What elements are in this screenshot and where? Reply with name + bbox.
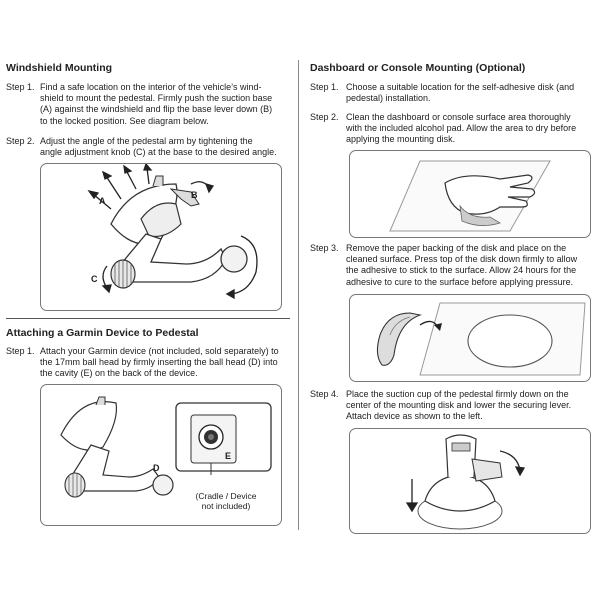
- adjustment-knob-illustration: [111, 260, 135, 288]
- label-c: C: [91, 274, 98, 284]
- dashboard-step-1: [310, 82, 598, 106]
- step-number: Step 3.: [310, 243, 339, 253]
- step-line: (A) against the windshield and flip the base lever down (B): [40, 104, 273, 115]
- label-a: A: [99, 196, 106, 206]
- dashboard-step-3: [310, 243, 598, 289]
- paper-backing-illustration: [377, 313, 420, 365]
- dashboard-mounting-heading: Dashboard or Console Mounting (Optional): [310, 62, 526, 74]
- step-line: Adjust the angle of the pedestal arm by tightening the: [40, 136, 253, 146]
- device-back-illustration: [176, 403, 271, 475]
- step-line: Attach your Garmin device (not included, sold separately) to: [40, 346, 279, 356]
- device-attach-diagram: [40, 384, 282, 526]
- suction-on-disk-diagram: [349, 428, 591, 534]
- step-line: Attach device as shown to the left.: [346, 411, 483, 422]
- step-line: Place the suction cup of the pedestal firmly down on the: [346, 389, 569, 399]
- step-number: Step 1.: [6, 346, 35, 356]
- step-number: Step 2.: [310, 112, 339, 122]
- label-e: E: [225, 451, 232, 461]
- step-line: center of the mounting disk and lower the securing lever.: [346, 400, 572, 411]
- dashboard-step-4: [310, 389, 598, 423]
- step-line: the cavity (E) on the back of the device.: [40, 368, 198, 379]
- windshield-step-2: [6, 136, 296, 160]
- step-line: adhesive to cure to the surface before applying pressure.: [346, 276, 574, 287]
- step-line: Choose a suitable location for the self-adhesive disk (and: [346, 82, 575, 92]
- step-line: pedestal) installation.: [346, 93, 431, 104]
- step-line: shield to mount the pedestal. Firmly push the suction base: [40, 93, 273, 104]
- step-line: applying the mounting disk.: [346, 134, 456, 145]
- step-number: Step 4.: [310, 389, 339, 399]
- windshield-mounting-heading: Windshield Mounting: [6, 62, 113, 74]
- step-line: the adhesive to stick to the surface. Allow 24 hours for the: [346, 265, 577, 276]
- step-line: Clean the dashboard or console surface area thoroughly: [346, 112, 571, 122]
- cleaning-diagram: [349, 150, 591, 238]
- attach-step-1: [6, 346, 296, 380]
- step-line: Remove the paper backing of the disk and place on the: [346, 243, 567, 253]
- disk-placement-diagram: [349, 294, 591, 382]
- step-line: to the locked position. See diagram below.: [40, 115, 209, 126]
- step-line: the 17mm ball head by firmly inserting the ball head (D) into: [40, 357, 278, 368]
- dashboard-step-2: [310, 112, 598, 146]
- step-line: cleaned surface. Press top of the disk down firmly to allow: [346, 254, 578, 265]
- windshield-step-1: [6, 82, 296, 128]
- cradle-caption: (Cradle / Device not included): [195, 491, 257, 511]
- adhesive-disk-illustration: [468, 315, 552, 367]
- label-d: D: [153, 463, 160, 473]
- ball-head-illustration: [221, 246, 247, 272]
- label-b: B: [191, 190, 198, 200]
- section-divider: [6, 318, 290, 319]
- step-line: with the included alcohol pad. Allow the area to dry before: [346, 123, 577, 134]
- step-number: Step 1.: [310, 82, 339, 92]
- attaching-device-heading: Attaching a Garmin Device to Pedestal: [6, 327, 199, 339]
- step-number: Step 2.: [6, 136, 35, 146]
- column-divider: [298, 60, 299, 530]
- step-line: Find a safe location on the interior of the vehicle’s wind-: [40, 82, 262, 92]
- pedestal-diagram: [40, 163, 282, 311]
- step-number: Step 1.: [6, 82, 35, 92]
- step-line: angle adjustment knob (C) at the base to the desired angle.: [40, 147, 277, 158]
